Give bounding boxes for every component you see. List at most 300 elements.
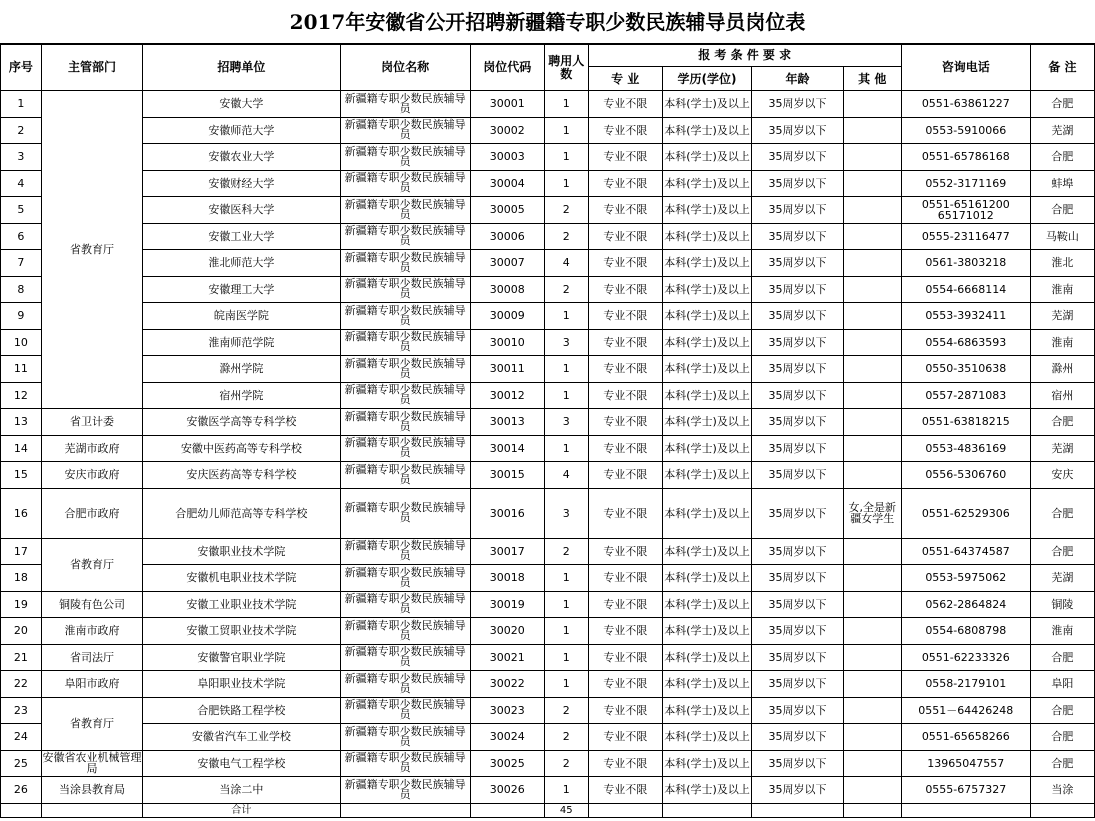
- row-unit: 合肥幼儿师范高等专科学校: [143, 488, 340, 538]
- row-unit: 安徽电气工程学校: [143, 750, 340, 777]
- table-row: [1, 170, 1095, 197]
- row-education: 本科(学士)及以上: [662, 538, 751, 565]
- row-dept: 省教育厅: [41, 91, 143, 409]
- header-unit: 招聘单位: [143, 45, 340, 91]
- row-unit: 淮南师范学院: [143, 329, 340, 356]
- row-age: 35周岁以下: [752, 750, 844, 777]
- row-seq: 25: [1, 750, 42, 777]
- row-other: [843, 276, 901, 303]
- row-age: 35周岁以下: [752, 91, 844, 118]
- row-age: 35周岁以下: [752, 462, 844, 489]
- row-note: 芜湖: [1030, 303, 1094, 330]
- row-note: 合肥: [1030, 724, 1094, 751]
- row-seq: 22: [1, 671, 42, 698]
- row-note: 淮南: [1030, 276, 1094, 303]
- row-code: 30024: [470, 724, 544, 751]
- row-major: 专业不限: [588, 462, 662, 489]
- row-code: 30006: [470, 223, 544, 250]
- row-phone: 0556-5306760: [901, 462, 1030, 489]
- row-count: 1: [544, 144, 588, 171]
- row-other: [843, 644, 901, 671]
- total-empty-cell: [1030, 803, 1094, 817]
- row-note: 淮南: [1030, 618, 1094, 645]
- table-row: [1, 565, 1095, 592]
- row-education: 本科(学士)及以上: [662, 618, 751, 645]
- row-education: 本科(学士)及以上: [662, 382, 751, 409]
- row-age: 35周岁以下: [752, 591, 844, 618]
- row-code: 30012: [470, 382, 544, 409]
- row-seq: 6: [1, 223, 42, 250]
- row-seq: 21: [1, 644, 42, 671]
- row-other: [843, 382, 901, 409]
- row-count: 2: [544, 197, 588, 224]
- row-code: 30008: [470, 276, 544, 303]
- row-seq: 23: [1, 697, 42, 724]
- row-unit: 安徽工业大学: [143, 223, 340, 250]
- row-unit: 安徽大学: [143, 91, 340, 118]
- row-position: 新疆籍专职少数民族辅导员: [340, 91, 470, 118]
- row-position: 新疆籍专职少数民族辅导员: [340, 409, 470, 436]
- row-phone: 0553-4836169: [901, 435, 1030, 462]
- row-note: 合肥: [1030, 144, 1094, 171]
- row-count: 1: [544, 777, 588, 804]
- row-phone: 0553-3932411: [901, 303, 1030, 330]
- total-empty-cell: [1, 803, 42, 817]
- row-dept: 合肥市政府: [41, 488, 143, 538]
- row-position: 新疆籍专职少数民族辅导员: [340, 724, 470, 751]
- row-count: 2: [544, 223, 588, 250]
- row-position: 新疆籍专职少数民族辅导员: [340, 644, 470, 671]
- row-unit: 安徽医学高等专科学校: [143, 409, 340, 436]
- row-major: 专业不限: [588, 91, 662, 118]
- row-phone: 13965047557: [901, 750, 1030, 777]
- row-phone: 0551-65786168: [901, 144, 1030, 171]
- row-phone: 0551-64374587: [901, 538, 1030, 565]
- row-code: 30017: [470, 538, 544, 565]
- row-position: 新疆籍专职少数民族辅导员: [340, 565, 470, 592]
- row-count: 2: [544, 538, 588, 565]
- row-phone: 0551-65161200 65171012: [901, 197, 1030, 224]
- row-age: 35周岁以下: [752, 250, 844, 277]
- row-other: [843, 356, 901, 383]
- row-unit: 安徽农业大学: [143, 144, 340, 171]
- header-other: 其 他: [843, 67, 901, 91]
- row-phone: 0551－64426248: [901, 697, 1030, 724]
- row-unit: 安徽财经大学: [143, 170, 340, 197]
- table-row: [1, 409, 1095, 436]
- row-age: 35周岁以下: [752, 488, 844, 538]
- row-note: 当涂: [1030, 777, 1094, 804]
- row-note: 阜阳: [1030, 671, 1094, 698]
- row-count: 1: [544, 591, 588, 618]
- row-unit: 安徽工业职业技术学院: [143, 591, 340, 618]
- row-dept: 淮南市政府: [41, 618, 143, 645]
- row-count: 1: [544, 644, 588, 671]
- row-seq: 16: [1, 488, 42, 538]
- table-row: [1, 462, 1095, 489]
- row-phone: 0551-63818215: [901, 409, 1030, 436]
- table-row: [1, 538, 1095, 565]
- row-count: 1: [544, 303, 588, 330]
- table-row: [1, 644, 1095, 671]
- row-age: 35周岁以下: [752, 170, 844, 197]
- row-other: [843, 750, 901, 777]
- table-row: [1, 777, 1095, 804]
- row-code: 30020: [470, 618, 544, 645]
- row-education: 本科(学士)及以上: [662, 565, 751, 592]
- row-other: [843, 435, 901, 462]
- header-code: 岗位代码: [470, 45, 544, 91]
- row-position: 新疆籍专职少数民族辅导员: [340, 382, 470, 409]
- row-major: 专业不限: [588, 777, 662, 804]
- row-count: 2: [544, 750, 588, 777]
- row-position: 新疆籍专职少数民族辅导员: [340, 276, 470, 303]
- row-education: 本科(学士)及以上: [662, 197, 751, 224]
- row-seq: 18: [1, 565, 42, 592]
- row-age: 35周岁以下: [752, 409, 844, 436]
- row-code: 30026: [470, 777, 544, 804]
- table-row: [1, 724, 1095, 751]
- positions-table: [0, 44, 1095, 818]
- row-unit: 滁州学院: [143, 356, 340, 383]
- row-education: 本科(学士)及以上: [662, 144, 751, 171]
- row-other: [843, 170, 901, 197]
- row-education: 本科(学士)及以上: [662, 644, 751, 671]
- row-position: 新疆籍专职少数民族辅导员: [340, 144, 470, 171]
- row-note: 滁州: [1030, 356, 1094, 383]
- row-count: 1: [544, 382, 588, 409]
- row-code: 30013: [470, 409, 544, 436]
- row-education: 本科(学士)及以上: [662, 750, 751, 777]
- total-empty-cell: [843, 803, 901, 817]
- row-phone: 0552-3171169: [901, 170, 1030, 197]
- row-unit: 宿州学院: [143, 382, 340, 409]
- row-position: 新疆籍专职少数民族辅导员: [340, 462, 470, 489]
- table-row: [1, 382, 1095, 409]
- row-count: 1: [544, 565, 588, 592]
- row-position: 新疆籍专职少数民族辅导员: [340, 777, 470, 804]
- row-unit: 淮北师范大学: [143, 250, 340, 277]
- row-note: 马鞍山: [1030, 223, 1094, 250]
- row-unit: 合肥铁路工程学校: [143, 697, 340, 724]
- row-position: 新疆籍专职少数民族辅导员: [340, 329, 470, 356]
- row-major: 专业不限: [588, 303, 662, 330]
- row-phone: 0550-3510638: [901, 356, 1030, 383]
- table-row: [1, 329, 1095, 356]
- table-row: [1, 91, 1095, 118]
- row-other: [843, 671, 901, 698]
- row-code: 30023: [470, 697, 544, 724]
- row-major: 专业不限: [588, 223, 662, 250]
- row-education: 本科(学士)及以上: [662, 91, 751, 118]
- row-education: 本科(学士)及以上: [662, 697, 751, 724]
- header-conditions: 报 考 条 件 要 求: [588, 45, 901, 67]
- row-major: 专业不限: [588, 356, 662, 383]
- row-age: 35周岁以下: [752, 223, 844, 250]
- header-seq: 序号: [1, 45, 42, 91]
- row-education: 本科(学士)及以上: [662, 671, 751, 698]
- row-dept: 铜陵有色公司: [41, 591, 143, 618]
- row-phone: 0555-6757327: [901, 777, 1030, 804]
- row-major: 专业不限: [588, 382, 662, 409]
- row-major: 专业不限: [588, 671, 662, 698]
- row-code: 30018: [470, 565, 544, 592]
- row-note: 合肥: [1030, 538, 1094, 565]
- row-position: 新疆籍专职少数民族辅导员: [340, 697, 470, 724]
- row-age: 35周岁以下: [752, 435, 844, 462]
- row-count: 4: [544, 462, 588, 489]
- table-row: [1, 223, 1095, 250]
- document-title: 2017年安徽省公开招聘新疆籍专职少数民族辅导员岗位表: [0, 0, 1095, 44]
- row-major: 专业不限: [588, 565, 662, 592]
- row-age: 35周岁以下: [752, 276, 844, 303]
- row-dept: 安徽省农业机械管理局: [42, 751, 142, 776]
- row-seq: 9: [1, 303, 42, 330]
- row-code: 30004: [470, 170, 544, 197]
- row-position: 新疆籍专职少数民族辅导员: [340, 356, 470, 383]
- row-code: 30014: [470, 435, 544, 462]
- row-dept: 当涂县教育局: [41, 777, 143, 804]
- row-code: 30015: [470, 462, 544, 489]
- row-education: 本科(学士)及以上: [662, 356, 751, 383]
- header-count: 聘用人数: [544, 45, 588, 91]
- row-education: 本科(学士)及以上: [662, 329, 751, 356]
- row-count: 1: [544, 117, 588, 144]
- row-age: 35周岁以下: [752, 117, 844, 144]
- row-note: 合肥: [1030, 488, 1094, 538]
- row-major: 专业不限: [588, 170, 662, 197]
- row-phone: 0554-6808798: [901, 618, 1030, 645]
- row-major: 专业不限: [588, 591, 662, 618]
- row-education: 本科(学士)及以上: [662, 250, 751, 277]
- row-major: 专业不限: [588, 250, 662, 277]
- row-phone: 0553-5910066: [901, 117, 1030, 144]
- row-major: 专业不限: [588, 329, 662, 356]
- row-unit: 安徽中医药高等专科学校: [143, 435, 340, 462]
- row-major: 专业不限: [588, 697, 662, 724]
- table-row: [1, 303, 1095, 330]
- row-position: 新疆籍专职少数民族辅导员: [340, 170, 470, 197]
- row-education: 本科(学士)及以上: [662, 170, 751, 197]
- row-education: 本科(学士)及以上: [662, 777, 751, 804]
- row-phone: 0555-23116477: [901, 223, 1030, 250]
- row-position: 新疆籍专职少数民族辅导员: [340, 435, 470, 462]
- row-age: 35周岁以下: [752, 303, 844, 330]
- table-row: [1, 435, 1095, 462]
- row-unit: 阜阳职业技术学院: [143, 671, 340, 698]
- row-age: 35周岁以下: [752, 197, 844, 224]
- row-unit: 安徽机电职业技术学院: [143, 565, 340, 592]
- row-count: 1: [544, 671, 588, 698]
- row-education: 本科(学士)及以上: [662, 488, 751, 538]
- row-dept: 安庆市政府: [41, 462, 143, 489]
- row-note: 安庆: [1030, 462, 1094, 489]
- row-other: 女,全是新疆女学生: [843, 488, 901, 538]
- row-age: 35周岁以下: [752, 671, 844, 698]
- table-row: [1, 144, 1095, 171]
- row-education: 本科(学士)及以上: [662, 223, 751, 250]
- row-other: [843, 303, 901, 330]
- row-other: [843, 91, 901, 118]
- row-note: 淮南: [1030, 329, 1094, 356]
- table-row: [1, 356, 1095, 383]
- row-count: 1: [544, 618, 588, 645]
- row-other: [843, 144, 901, 171]
- row-phone: 0551-62529306: [901, 488, 1030, 538]
- row-seq: 14: [1, 435, 42, 462]
- total-empty-cell: [340, 803, 470, 817]
- row-position: 新疆籍专职少数民族辅导员: [340, 250, 470, 277]
- row-phone: 0551-65658266: [901, 724, 1030, 751]
- header-phone: 咨询电话: [901, 45, 1030, 91]
- row-code: 30010: [470, 329, 544, 356]
- row-seq: 26: [1, 777, 42, 804]
- row-phone: 0558-2179101: [901, 671, 1030, 698]
- row-age: 35周岁以下: [752, 644, 844, 671]
- row-phone: 0551-62233326: [901, 644, 1030, 671]
- table-row: [1, 276, 1095, 303]
- table-row: [1, 750, 1095, 777]
- row-phone: 0554-6863593: [901, 329, 1030, 356]
- row-seq: 12: [1, 382, 42, 409]
- table-row: [1, 250, 1095, 277]
- row-major: 专业不限: [588, 750, 662, 777]
- table-row: [1, 488, 1095, 538]
- row-phone: 0561-3803218: [901, 250, 1030, 277]
- row-position: 新疆籍专职少数民族辅导员: [340, 618, 470, 645]
- row-other: [843, 724, 901, 751]
- row-seq: 19: [1, 591, 42, 618]
- row-seq: 7: [1, 250, 42, 277]
- row-code: 30016: [470, 488, 544, 538]
- header-note: 备 注: [1030, 45, 1094, 91]
- row-age: 35周岁以下: [752, 618, 844, 645]
- row-education: 本科(学士)及以上: [662, 435, 751, 462]
- row-other: [843, 777, 901, 804]
- row-unit: 安徽职业技术学院: [143, 538, 340, 565]
- row-age: 35周岁以下: [752, 538, 844, 565]
- header-education: 学历(学位): [662, 67, 751, 91]
- row-unit: 安徽工贸职业技术学院: [143, 618, 340, 645]
- row-count: 4: [544, 250, 588, 277]
- row-age: 35周岁以下: [752, 144, 844, 171]
- row-dept: 省教育厅: [41, 538, 143, 591]
- row-major: 专业不限: [588, 618, 662, 645]
- row-seq: 20: [1, 618, 42, 645]
- total-label: 合计: [143, 803, 340, 817]
- row-seq: 3: [1, 144, 42, 171]
- row-note: 合肥: [1030, 750, 1094, 777]
- row-age: 35周岁以下: [752, 382, 844, 409]
- row-position: 新疆籍专职少数民族辅导员: [340, 303, 470, 330]
- row-seq: 5: [1, 197, 42, 224]
- row-note: 蚌埠: [1030, 170, 1094, 197]
- row-count: 1: [544, 356, 588, 383]
- row-note: 合肥: [1030, 197, 1094, 224]
- row-code: 30021: [470, 644, 544, 671]
- row-other: [843, 223, 901, 250]
- row-position: 新疆籍专职少数民族辅导员: [340, 538, 470, 565]
- row-code: 30009: [470, 303, 544, 330]
- row-position: 新疆籍专职少数民族辅导员: [340, 488, 470, 538]
- row-seq: 15: [1, 462, 42, 489]
- row-count: 1: [544, 435, 588, 462]
- row-note: 合肥: [1030, 409, 1094, 436]
- row-seq: 4: [1, 170, 42, 197]
- row-other: [843, 697, 901, 724]
- row-unit: 当涂二中: [143, 777, 340, 804]
- row-code: 30011: [470, 356, 544, 383]
- row-phone: 0551-63861227: [901, 91, 1030, 118]
- row-unit: 安徽师范大学: [143, 117, 340, 144]
- row-code: 30002: [470, 117, 544, 144]
- row-position: 新疆籍专职少数民族辅导员: [340, 591, 470, 618]
- row-other: [843, 538, 901, 565]
- row-position: 新疆籍专职少数民族辅导员: [340, 671, 470, 698]
- row-education: 本科(学士)及以上: [662, 409, 751, 436]
- row-dept: 省卫计委: [41, 409, 143, 436]
- row-code: 30022: [470, 671, 544, 698]
- total-empty-cell: [588, 803, 662, 817]
- row-major: 专业不限: [588, 538, 662, 565]
- header-row: [1, 45, 1095, 67]
- total-empty-cell: [470, 803, 544, 817]
- table-row: [1, 618, 1095, 645]
- row-code: 30001: [470, 91, 544, 118]
- row-count: 1: [544, 91, 588, 118]
- row-seq: 13: [1, 409, 42, 436]
- row-other: [843, 409, 901, 436]
- row-other: [843, 618, 901, 645]
- row-code: 30019: [470, 591, 544, 618]
- row-seq: 11: [1, 356, 42, 383]
- row-major: 专业不限: [588, 488, 662, 538]
- row-major: 专业不限: [588, 144, 662, 171]
- row-education: 本科(学士)及以上: [662, 117, 751, 144]
- row-major: 专业不限: [588, 724, 662, 751]
- row-count: 1: [544, 170, 588, 197]
- table-row: [1, 197, 1095, 224]
- row-note: 合肥: [1030, 697, 1094, 724]
- row-unit: 皖南医学院: [143, 303, 340, 330]
- row-code: 30025: [470, 750, 544, 777]
- row-note: 淮北: [1030, 250, 1094, 277]
- row-major: 专业不限: [588, 644, 662, 671]
- row-note: 芜湖: [1030, 565, 1094, 592]
- row-dept: 阜阳市政府: [41, 671, 143, 698]
- row-count: 3: [544, 329, 588, 356]
- row-other: [843, 117, 901, 144]
- header-position: 岗位名称: [340, 45, 470, 91]
- row-phone: 0557-2871083: [901, 382, 1030, 409]
- row-code: 30007: [470, 250, 544, 277]
- row-phone: 0554-6668114: [901, 276, 1030, 303]
- row-age: 35周岁以下: [752, 329, 844, 356]
- row-note: 铜陵: [1030, 591, 1094, 618]
- table-row: [1, 117, 1095, 144]
- table-row: [1, 697, 1095, 724]
- row-unit: 安徽理工大学: [143, 276, 340, 303]
- row-education: 本科(学士)及以上: [662, 303, 751, 330]
- table-row: [1, 671, 1095, 698]
- row-note: 宿州: [1030, 382, 1094, 409]
- row-position: 新疆籍专职少数民族辅导员: [340, 223, 470, 250]
- row-count: 3: [544, 488, 588, 538]
- row-seq: 10: [1, 329, 42, 356]
- row-education: 本科(学士)及以上: [662, 276, 751, 303]
- total-row: [1, 803, 1095, 817]
- row-position: 新疆籍专职少数民族辅导员: [340, 117, 470, 144]
